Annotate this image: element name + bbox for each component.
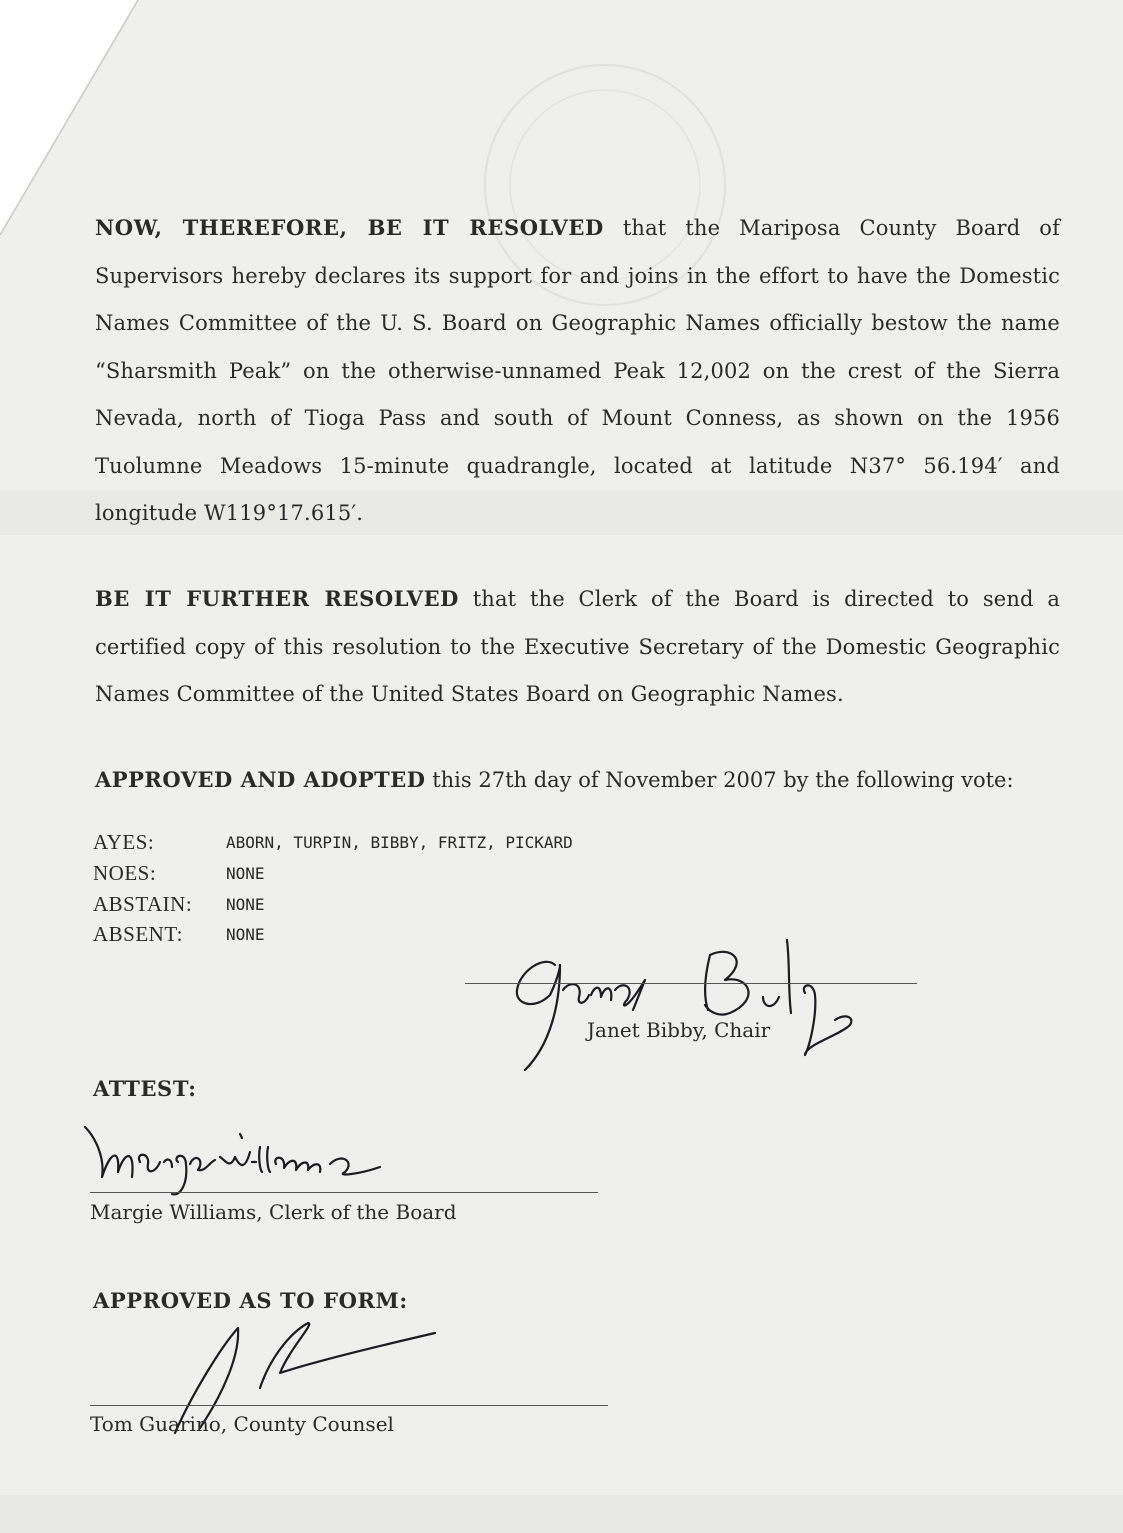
clerk-caption: Margie Williams, Clerk of the Board [90, 1200, 457, 1224]
abstain-value: NONE [226, 895, 265, 914]
further-text: that the Clerk of the Board is directed to send a certified copy of this resolution to the Executive Secretary of the Domestic Geographic Names Committee of the United States Board on Geographic Names. [95, 587, 1060, 706]
ayes-label: AYES: [93, 830, 155, 854]
noes-value: NONE [226, 864, 265, 883]
resolved-text: that the Mariposa County Board of Supervisors hereby declares its support for and joins in the effort to have the Domestic Names Committee of the U. S. Board on Geographic Names officially bestow the name “Sharsmith Peak” on the otherwise-unnamed Peak 12,002 on the crest of the Sierra Nevada, north of Tioga Pass and south of Mount Conness, as shown on the 1956 Tuolumne Meadows 15-minute quadrangle, located at latitude N37° 56.194′ and longitude W119°17.615′. [95, 216, 1061, 525]
ayes-value: ABORN, TURPIN, BIBBY, FRITZ, PICKARD [226, 833, 573, 852]
approved-as-to-form-heading: APPROVED AS TO FORM: [93, 1288, 408, 1313]
abstain-label: ABSTAIN: [93, 892, 193, 916]
chair-signature-line [465, 983, 917, 984]
resolved-lead: NOW, THEREFORE, BE IT RESOLVED [95, 215, 604, 240]
absent-value: NONE [226, 925, 265, 944]
resolved-paragraph [95, 204, 1060, 538]
noes-label: NOES: [93, 861, 157, 885]
clerk-signature-line [90, 1192, 598, 1193]
counsel-caption: Tom Guarino, County Counsel [90, 1412, 394, 1436]
chair-signature [505, 925, 865, 1075]
approved-adopted-line [95, 767, 1014, 792]
further-lead: BE IT FURTHER RESOLVED [95, 586, 459, 611]
counsel-signature-line [90, 1405, 608, 1406]
chair-caption: Janet Bibby, Chair [587, 1018, 771, 1042]
clerk-signature [80, 1122, 460, 1202]
attest-heading: ATTEST: [93, 1076, 197, 1101]
absent-label: ABSENT: [93, 922, 183, 946]
bleed-through-letterhead [60, 70, 99, 114]
approved-text: this 27th day of November 2007 by the following vote: [432, 768, 1014, 792]
further-resolved-paragraph [95, 575, 1060, 719]
approved-lead: APPROVED AND ADOPTED [95, 767, 426, 792]
